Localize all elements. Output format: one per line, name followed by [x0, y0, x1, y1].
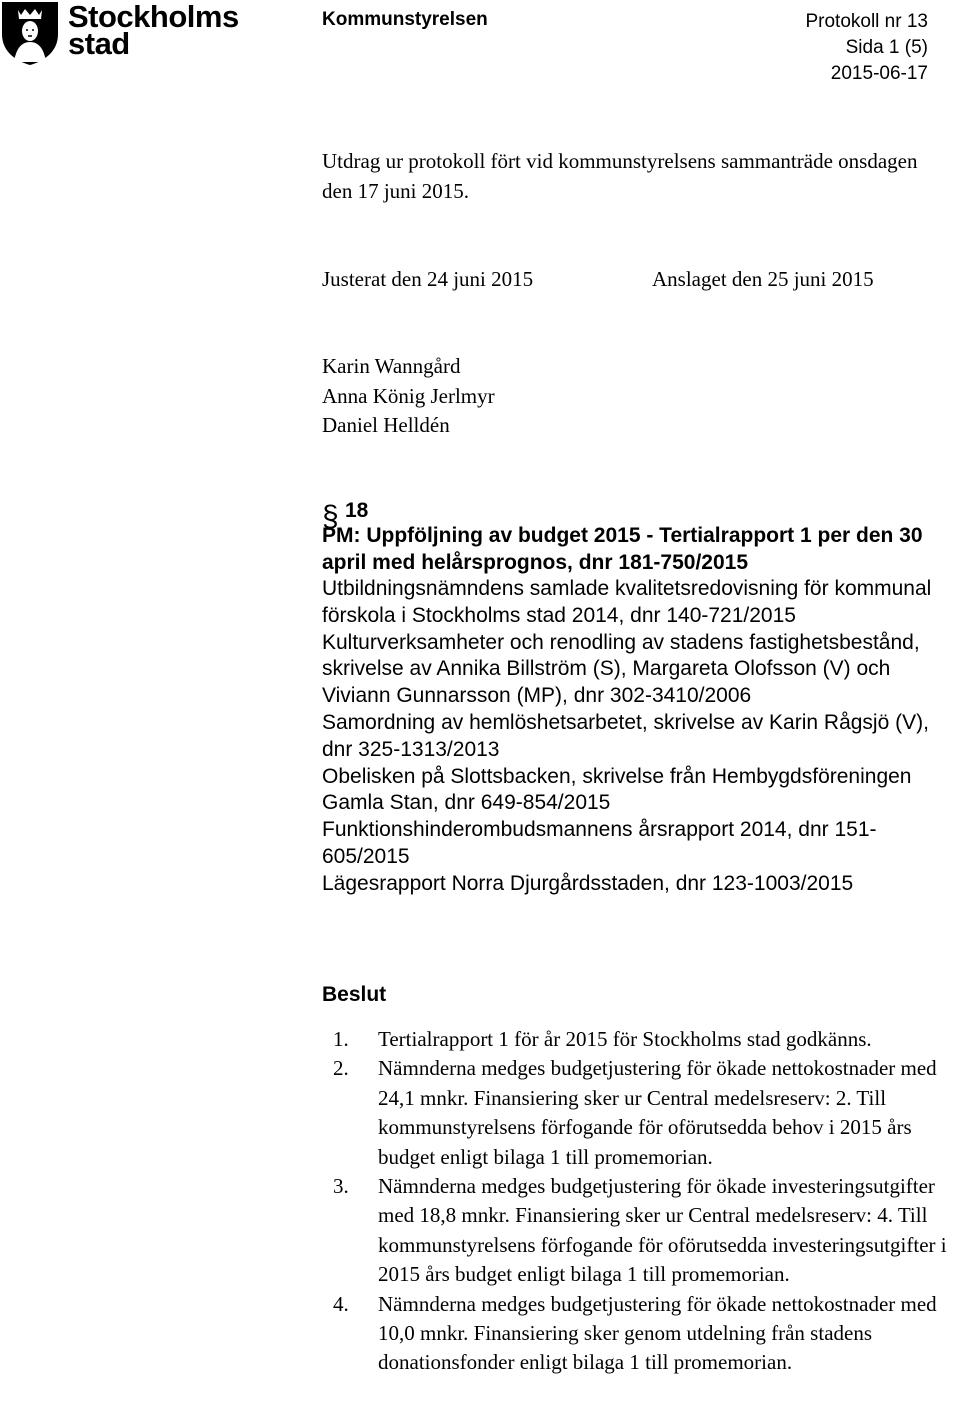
agenda-item: Utbildningsnämndens samlade kvalitetsredovisning för kommunal förskola i Stockholms stad 2014, dnr 140-721/2015	[322, 577, 932, 627]
decision-number: 1.	[333, 1027, 349, 1051]
decision-item	[322, 1054, 960, 1172]
logo-text-stockholms: Stockholms	[68, 0, 239, 34]
logo-text-stad: stad	[68, 26, 130, 61]
decision-text: Tertialrapport 1 för år 2015 för Stockholms stad godkänns.	[378, 1027, 872, 1051]
document-meta	[805, 9, 928, 87]
section-symbol: §	[322, 500, 339, 533]
stockholms-stad-logo	[0, 0, 240, 70]
protocol-intro: Utdrag ur protokoll fört vid kommunstyrelsens sammanträde onsdagen den 17 juni 2015.	[322, 149, 918, 203]
city-crest-icon	[0, 0, 60, 66]
agenda-item: Samordning av hemlöshetsarbetet, skrivelse av Karin Rågsjö (V), dnr 325-1313/2013	[322, 710, 929, 761]
agenda-item: Kulturverksamheter och renodling av stadens fastighetsbestånd, skrivelse av Annika Billström (S), Margareta Olofsson (V) och Viviann Gunnarsson (MP), dnr 302-3410/2006	[322, 630, 920, 708]
decision-number: 3.	[333, 1174, 349, 1199]
decision-item	[322, 1290, 960, 1378]
signer: Daniel Helldén	[322, 413, 450, 437]
decision-item	[322, 1172, 960, 1290]
decision-item	[322, 1025, 960, 1054]
page-number: Sida 1 (5)	[845, 37, 928, 58]
signers-list	[322, 352, 495, 441]
decision-list	[322, 1025, 960, 1378]
decision-number: 2.	[333, 1056, 349, 1081]
agenda-item: Funktionshinderombudsmannens årsrapport 2014, dnr 151-605/2015	[322, 818, 877, 868]
decision-text: Nämnderna medges budgetjustering för ökade investeringsutgifter med 18,8 mnkr. Finansiering sker ur Central medelsreserv: 4. Till kommunstyrelsens förfogande för oförutsedda investeringsutgifter i 2015 års budget enligt bilaga 1 till promemorian.	[378, 1174, 947, 1287]
agenda-item: Lägesrapport Norra Djurgårdsstaden, dnr 123-1003/2015	[322, 871, 854, 895]
document-date: 2015-06-17	[830, 63, 928, 84]
protocol-number: Protokoll nr 13	[805, 11, 928, 32]
agenda-items	[322, 576, 960, 898]
section-heading: PM: Uppföljning av budget 2015 - Tertialrapport 1 per den 30 april med helårsprognos, dnr 181-750/2015	[322, 524, 923, 574]
decision-text: Nämnderna medges budgetjustering för ökade nettokostnader med 10,0 mnkr. Finansiering sker genom utdelning från stadens donationsfonder enligt bilaga 1 till promemorian.	[378, 1291, 937, 1375]
section-number: 18	[345, 499, 369, 522]
organization-name: Kommunstyrelsen	[322, 9, 488, 30]
agenda-item: Obelisken på Slottsbacken, skrivelse från Hembygdsföreningen Gamla Stan, dnr 649-854/2015	[322, 764, 912, 815]
signer: Karin Wanngård	[322, 354, 461, 378]
adjusted-date: Justerat den 24 juni 2015	[322, 267, 534, 291]
posted-date: Anslaget den 25 juni 2015	[652, 267, 874, 291]
decision-heading: Beslut	[322, 983, 387, 1006]
decision-text: Nämnderna medges budgetjustering för ökade nettokostnader med 24,1 mnkr. Finansiering sker ur Central medelsreserv: 2. Till kommunstyrelsens förfogande för oförutsedda behov i 2015 års budget enligt bilaga 1 till promemorian.	[378, 1056, 937, 1169]
adjustment-line	[322, 265, 942, 295]
decision-number: 4.	[333, 1291, 349, 1316]
signer: Anna König Jerlmyr	[322, 383, 495, 408]
